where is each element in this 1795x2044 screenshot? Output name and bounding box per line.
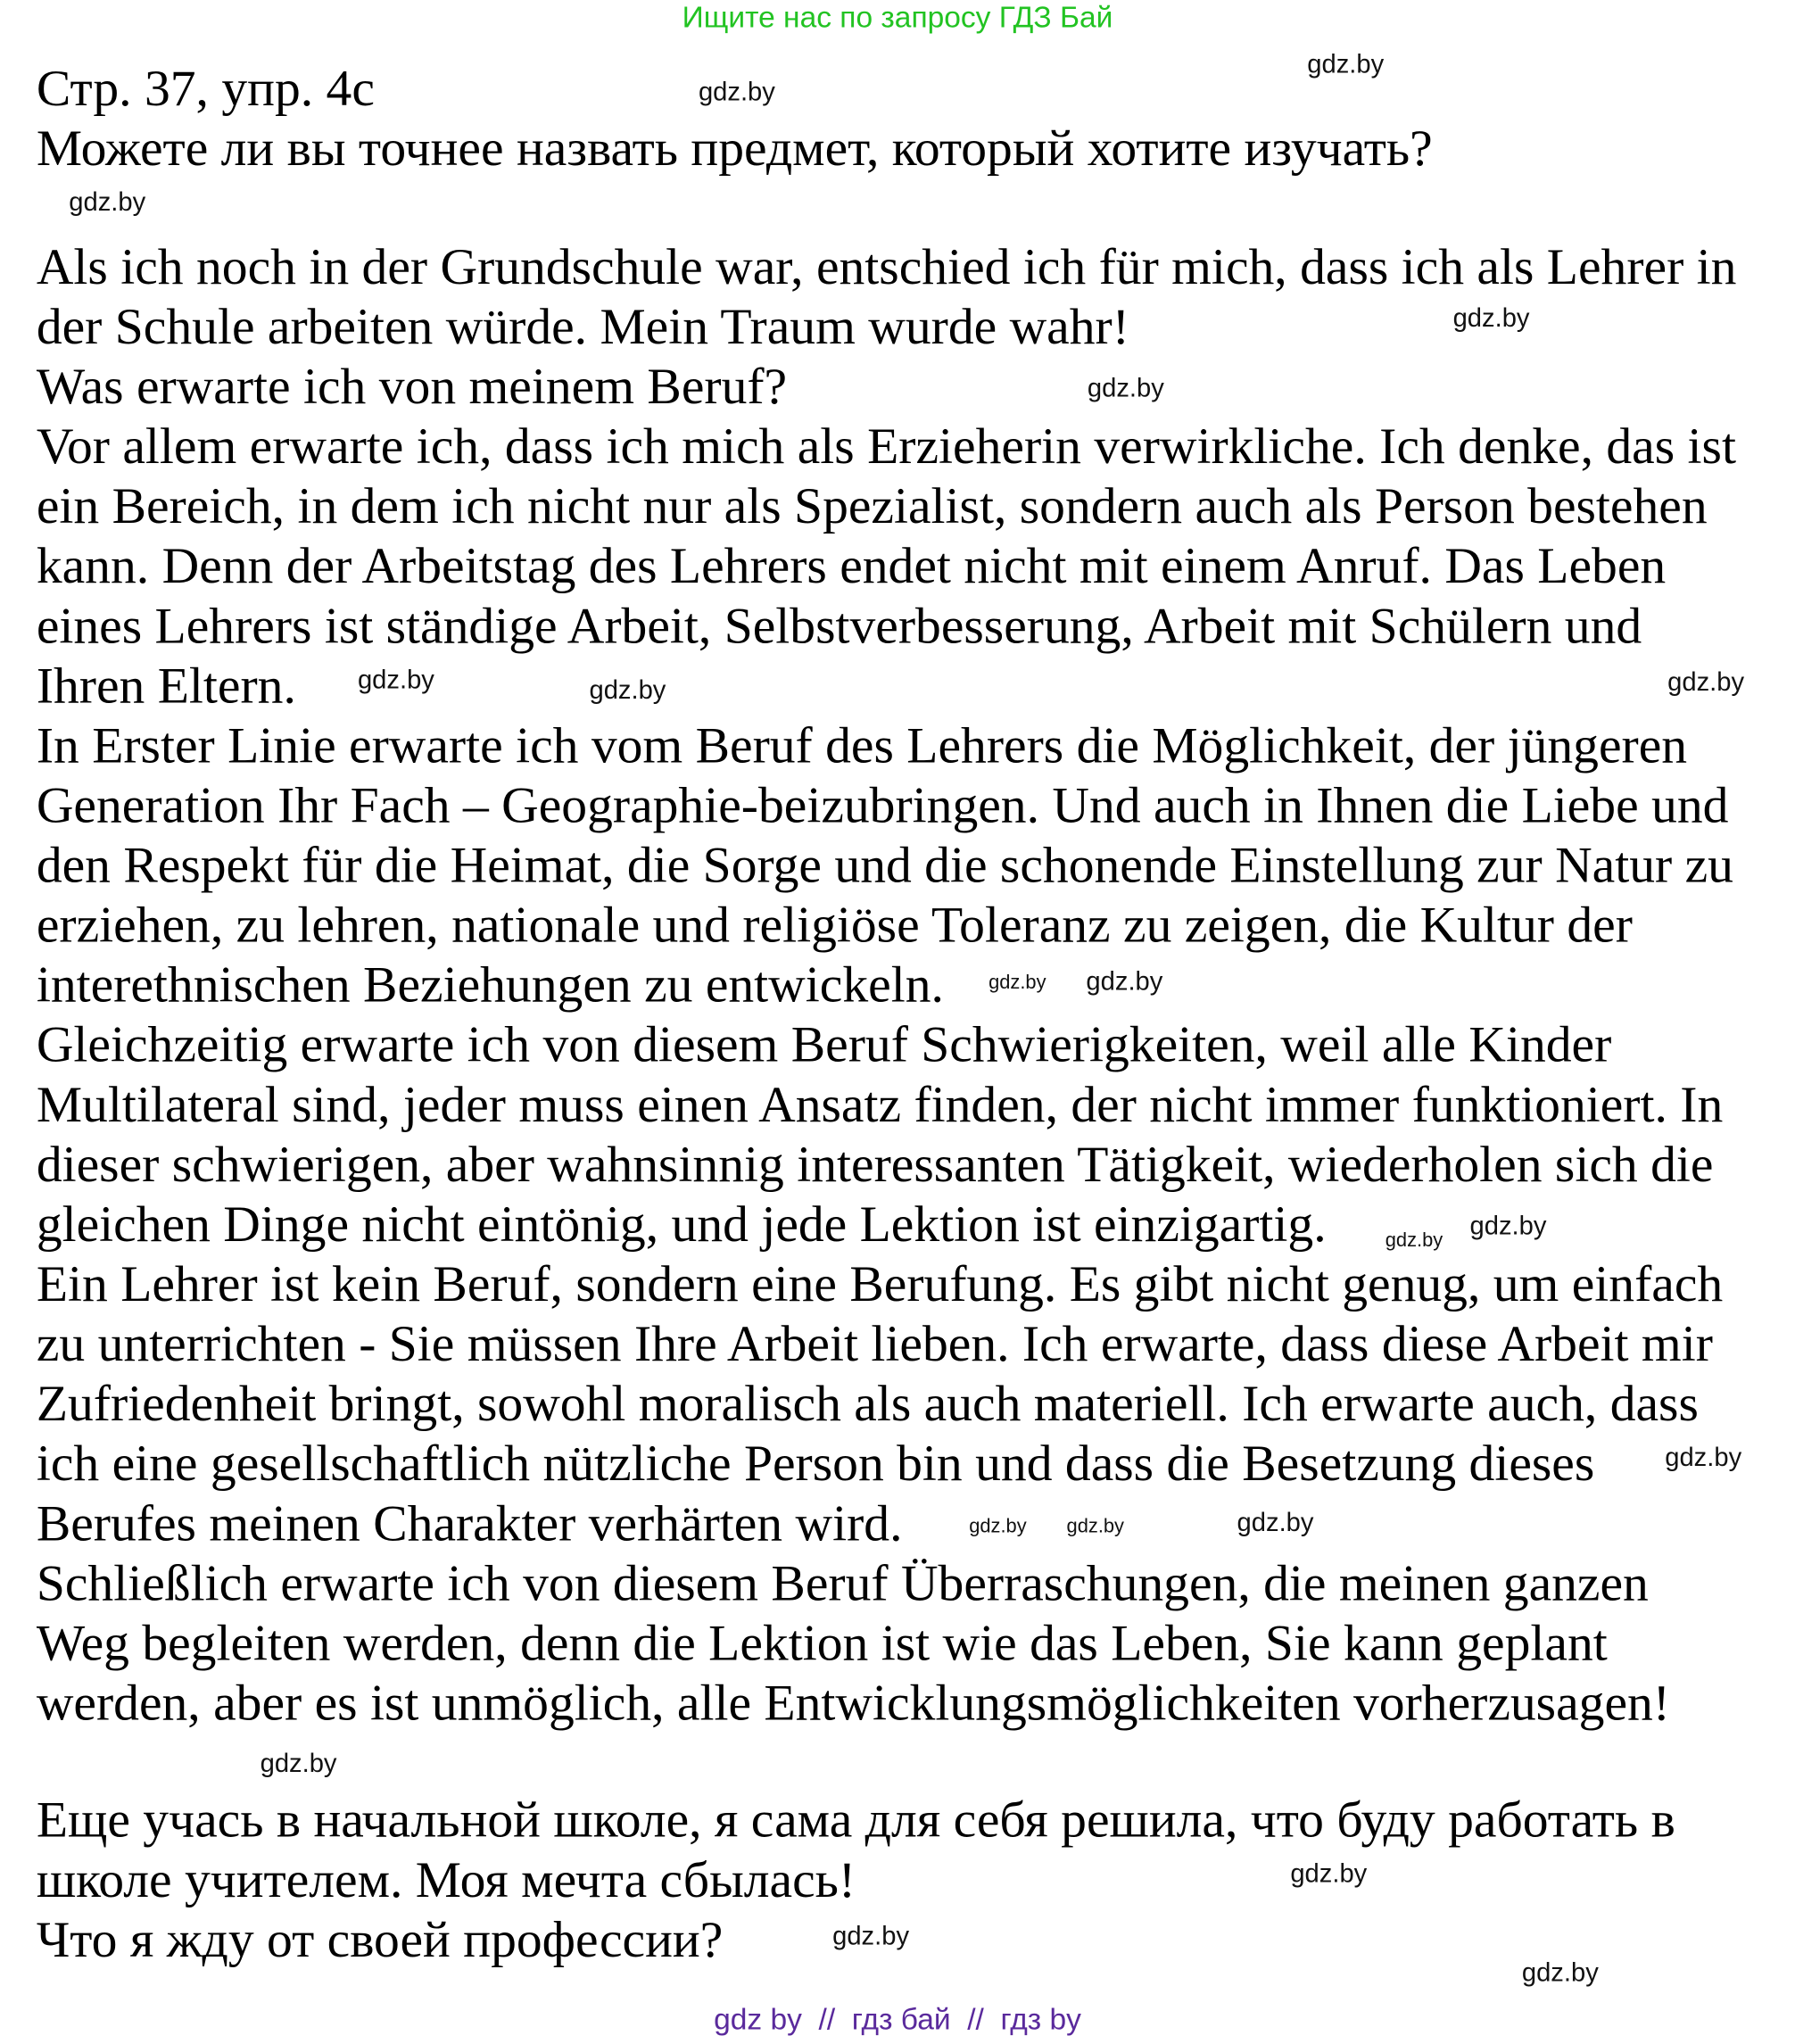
watermark: gdz.by [1087, 374, 1164, 403]
text-line: Vor allem erwarte ich, dass ich mich als Erzieherin verwirkliche. Ich denke, das ist [36, 418, 1736, 476]
watermark: gdz.by [988, 972, 1046, 994]
text-line: Zufriedenheit bringt, sowohl moralisch als auch materiell. Ich erwarte auch, dass [36, 1375, 1699, 1433]
watermark: gdz.by [1066, 1515, 1125, 1538]
text-line: Berufes meinen Charakter verhärten wird. [36, 1494, 903, 1552]
watermark: gdz.by [1237, 1509, 1314, 1538]
watermark: gdz.by [1307, 50, 1385, 79]
watermark: gdz.by [589, 676, 666, 706]
exercise-header [37, 59, 1433, 178]
text-line: der Schule arbeiten würde. Mein Traum wurde wahr! [36, 297, 1129, 356]
watermark: gdz.by [969, 1515, 1027, 1538]
text-line: eines Lehrers ist ständige Arbeit, Selbstverbesserung, Arbeit mit Schülern und [36, 597, 1642, 655]
text-line: erziehen, zu lehren, nationale und religiöse Toleranz zu zeigen, die Kultur der [36, 896, 1633, 954]
watermark: gdz.by [1469, 1212, 1547, 1241]
watermark: gdz.by [1290, 1859, 1368, 1890]
header-line: Можете ли вы точнее назвать предмет, который хотите изучать? [36, 120, 1433, 178]
text-line: den Respekt für die Heimat, die Sorge und die schonende Einstellung zur Natur zu [36, 836, 1733, 894]
top-banner: Ищите нас по запросу ГДЗ Бай [682, 0, 1113, 34]
text-line: gleichen Dinge nicht eintönig, und jede Lektion ist einzigartig. [36, 1195, 1327, 1254]
watermark: gdz.by [1521, 1958, 1599, 1988]
header-line: Стр. 37, упр. 4c [36, 60, 375, 118]
watermark: gdz.by [1452, 304, 1530, 334]
text-line: Generation Ihr Fach – Geographie-beizubringen. Und auch in Ihnen die Liebe und [36, 776, 1729, 834]
text-line: Еще учась в начальной школе, я сама для себя решила, что буду работать в [36, 1791, 1675, 1849]
text-line: zu unterrichten - Sie müssen Ihre Arbeit lieben. Ich erwarte, dass diese Arbeit mir [36, 1315, 1713, 1373]
watermark: gdz.by [832, 1922, 910, 1951]
text-line: ein Bereich, in dem ich nicht nur als Spezialist, sondern auch als Person bestehen [36, 477, 1708, 535]
watermark: gdz.by [1665, 1444, 1742, 1473]
watermark: gdz.by [69, 188, 146, 218]
text-line: Ihren Eltern. [36, 657, 296, 715]
text-line: dieser schwierigen, aber wahnsinnig interessanten Tätigkeit, wiederholen sich die [36, 1135, 1714, 1193]
text-line: interethnischen Beziehungen zu entwickeln. [36, 956, 944, 1014]
text-line: школе учителем. Моя мечта сбылась! [36, 1850, 856, 1908]
watermark: gdz.by [1385, 1229, 1443, 1252]
text-line: Was erwarte ich von meinem Beruf? [36, 357, 788, 416]
text-line: Als ich noch in der Grundschule war, entschied ich für mich, dass ich als Lehrer in [36, 237, 1737, 295]
text-line: ich eine gesellschaftlich nützliche Person bin und dass die Besetzung dieses [36, 1435, 1595, 1493]
watermark: gdz.by [698, 78, 775, 107]
footer-watermark: gdz by // гдз бай // гдз by [714, 2001, 1081, 2036]
text-line: Multilateral sind, jeder muss einen Ansatz finden, der nicht immer funktioniert. In [36, 1075, 1724, 1133]
german-answer-text [37, 236, 1737, 1733]
text-line: In Erster Linie erwarte ich vom Beruf des Lehrers die Möglichkeit, der jüngeren [36, 716, 1688, 774]
watermark: gdz.by [260, 1750, 337, 1779]
text-line: Gleichzeitig erwarte ich von diesem Beruf Schwierigkeiten, weil alle Kinder [36, 1015, 1612, 1073]
text-line: Schließlich erwarte ich von diesem Beruf Überraschungen, die meinen ganzen [36, 1554, 1649, 1612]
text-line: werden, aber es ist unmöglich, alle Entwicklungsmöglichkeiten vorherzusagen! [36, 1674, 1671, 1732]
text-line: Weg begleiten werden, denn die Lektion ist wie das Leben, Sie kann geplant [36, 1614, 1608, 1672]
watermark: gdz.by [357, 666, 434, 695]
text-line: kann. Denn der Arbeitstag des Lehrers endet nicht mit einem Anruf. Das Leben [36, 537, 1667, 595]
text-line: Ein Lehrer ist kein Beruf, sondern eine Berufung. Es gibt nicht genug, um einfach [36, 1254, 1724, 1313]
watermark: gdz.by [1667, 668, 1745, 698]
text-line: Что я жду от своей профессии? [36, 1910, 724, 1968]
watermark: gdz.by [1086, 967, 1163, 997]
